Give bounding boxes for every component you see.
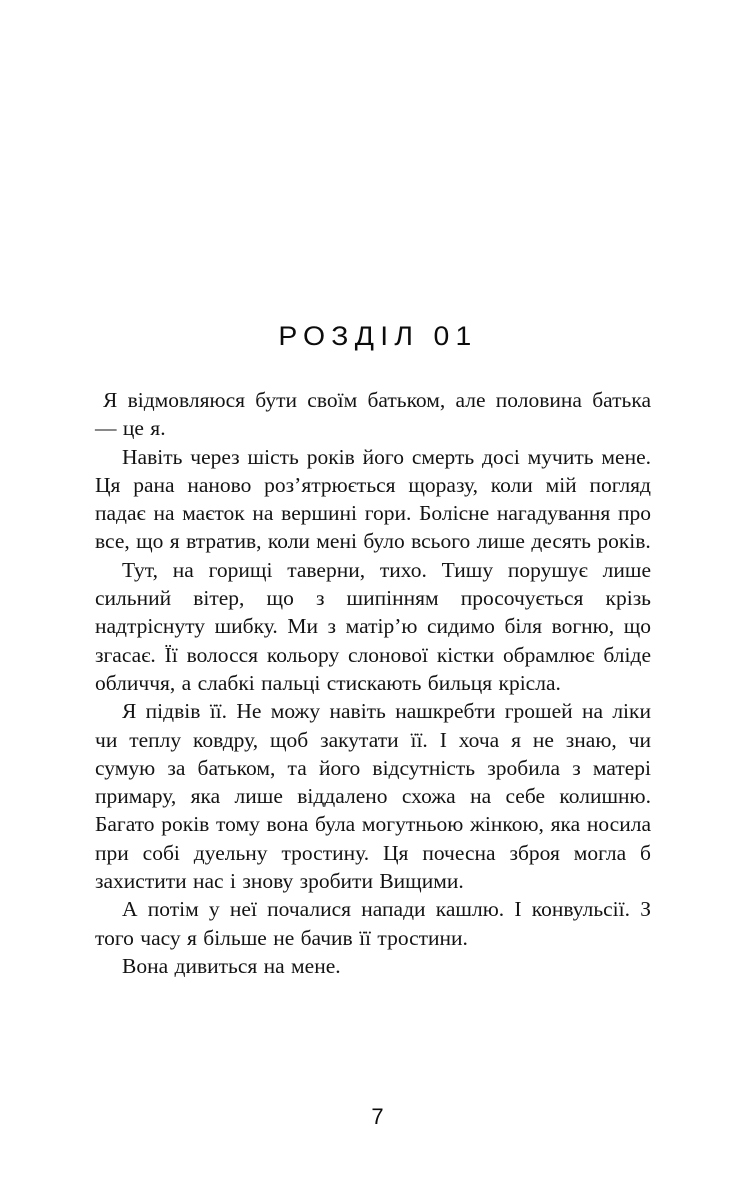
paragraph: Я відмовляюся бути своїм батьком, але половина батька — це я. [95,388,651,441]
paragraph: Навіть через шість років його смерть досі мучить мене. Ця рана наново роз’ятрюється щоразу, коли мій погляд падає на маєток на вершині гори. Болісне нагадування про все, що я втратив, коли мені було всього лише десять років. [95,444,651,554]
paragraph: Тут, на горищі таверни, тихо. Тишу порушує лише сильний вітер, що з шипінням просочується крізь надтріснуту шибку. Ми з матір’ю сидимо біля вогню, що згасає. Її волосся кольору слонової кістки обрамлює бліде обличчя, а слабкі пальці стискають бильця крісла. [95,557,651,695]
paragraph: А потім у неї почалися напади кашлю. І конвульсії. З того часу я більше не бачив її тростини. [95,897,651,950]
chapter-heading: РОЗДІЛ 01 [278,321,478,351]
paragraph: Я підвів її. Не можу навіть нашкребти грошей на ліки чи теплу ковдру, щоб закутати її. І хоча я не знаю, чи сумую за батьком, та його відсутність зробила з матері примару, яка лише віддалено схожа на себе колишню. Багато років тому вона була могутньою жінкою, яка носила при собі дуельну тростину. Ця почесна зброя могла б захистити нас і знову зробити Вищими. [95,699,651,894]
page-number: 7 [371,1104,385,1129]
paragraph: Вона дивиться на мене. [122,953,341,978]
body-text [95,386,651,980]
